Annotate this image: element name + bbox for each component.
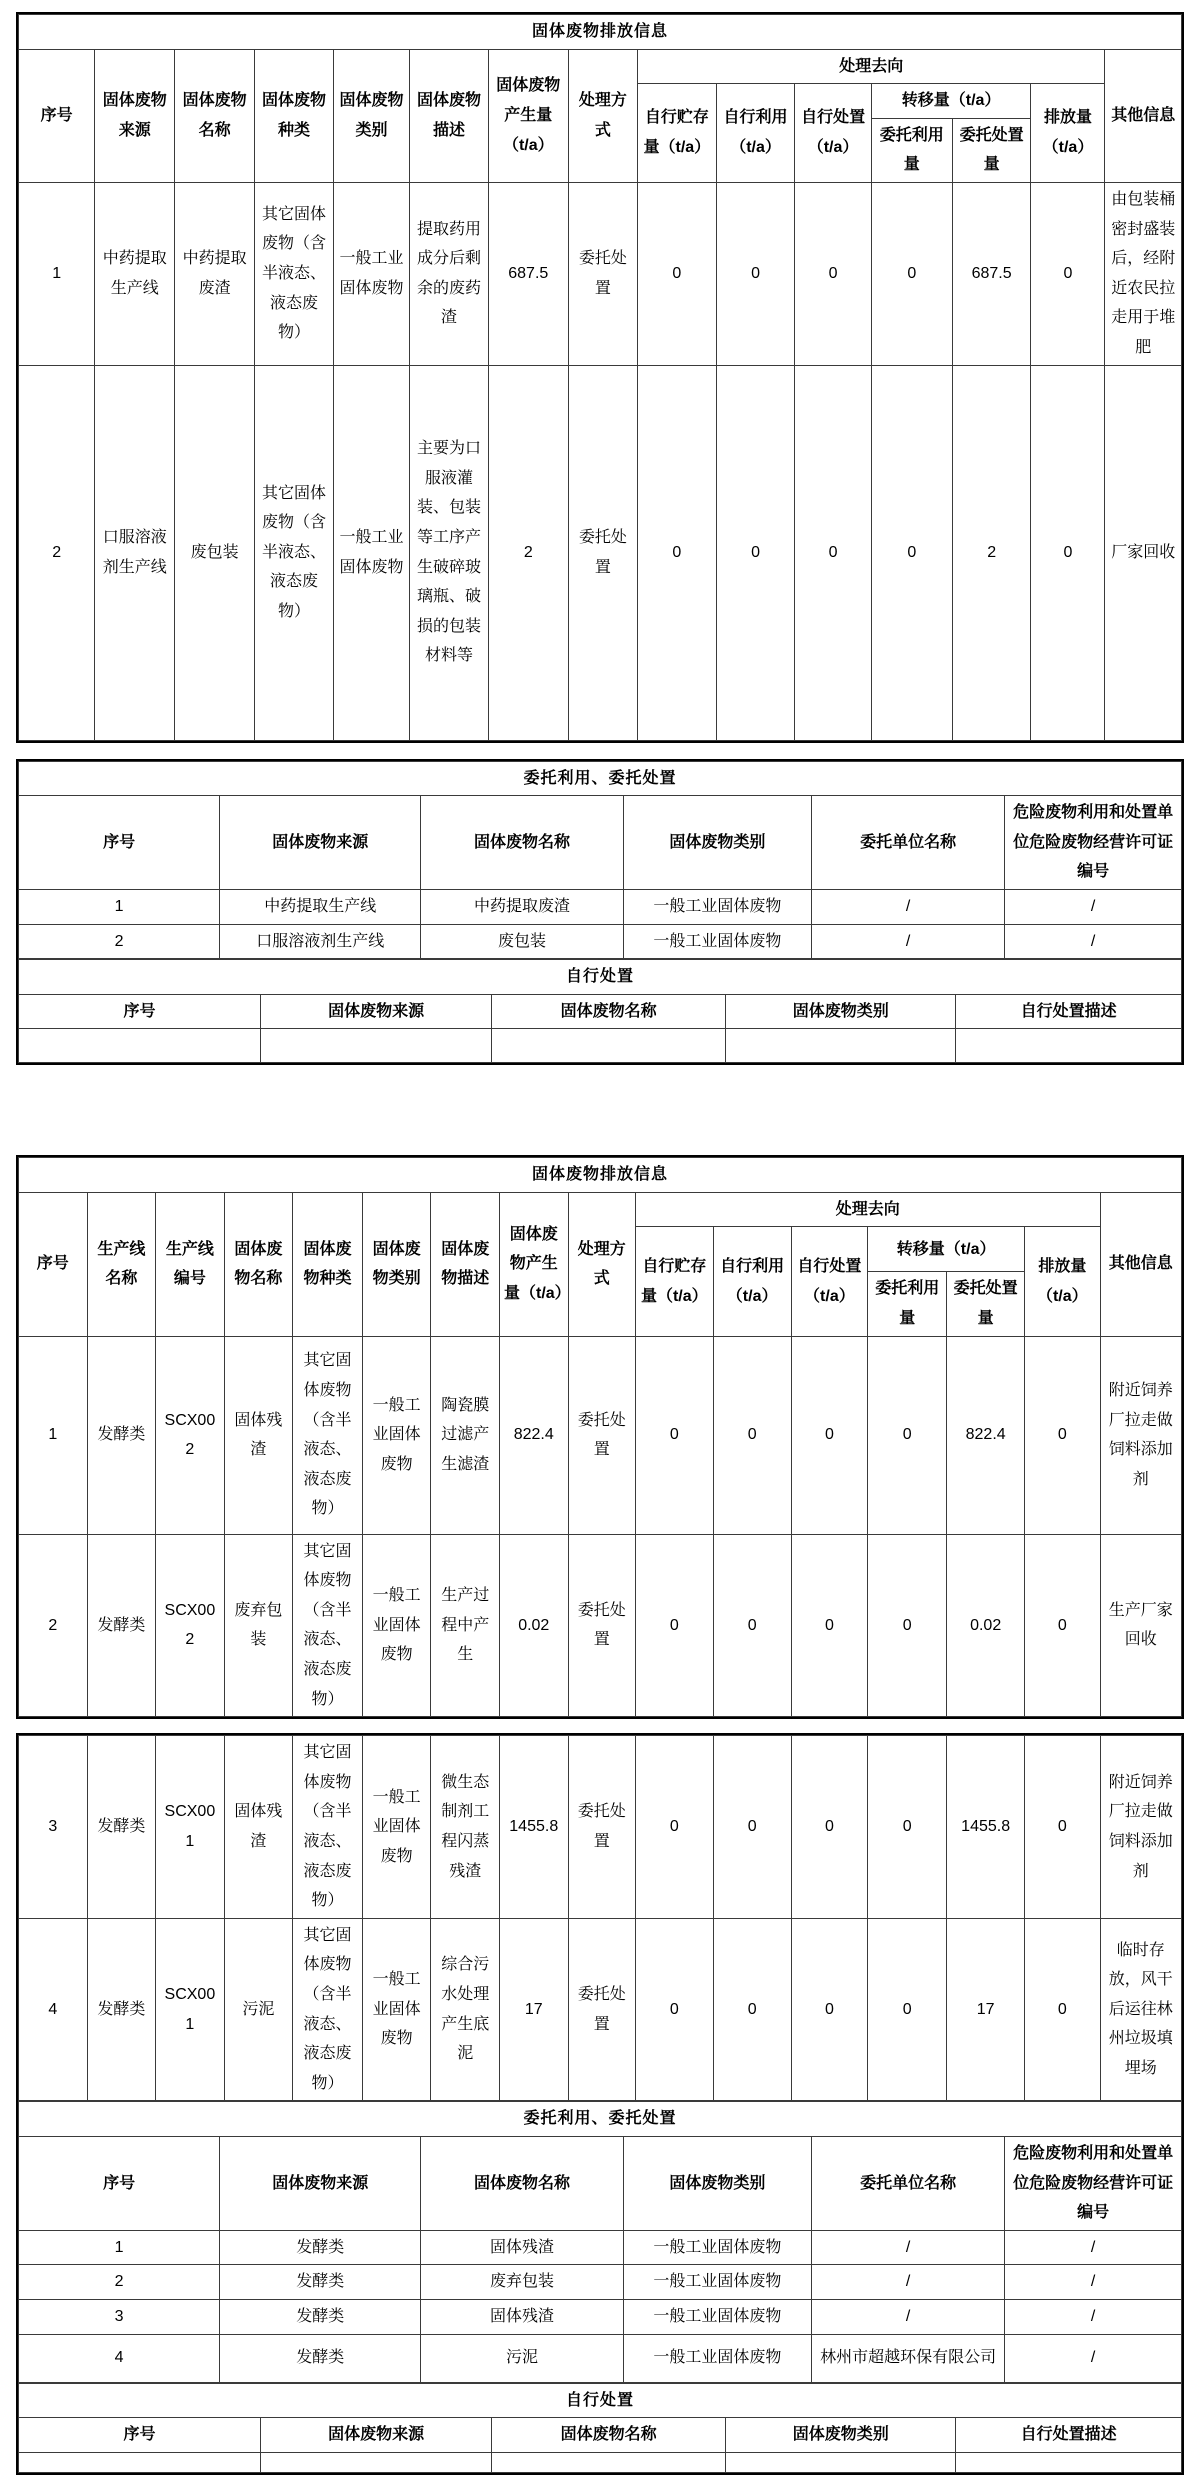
data-cell: 中药提取废渣	[421, 889, 623, 924]
section-title-row	[19, 2102, 1182, 2137]
data-cell: 发酵类	[87, 1918, 156, 2101]
data-cell: 废包装	[175, 365, 255, 740]
data-cell: 17	[499, 1918, 568, 2101]
data-cell: 一般工业固体废物	[362, 1736, 431, 1919]
data-cell: 委托处置	[568, 365, 637, 740]
data-cell: 1	[19, 182, 95, 365]
header-cell: 自行利用（t/a）	[713, 1227, 791, 1336]
header-cell: 固体废物类别	[726, 994, 956, 1029]
header-cell: 危险废物利用和处置单位危险废物经营许可证编号	[1005, 2136, 1182, 2230]
data-cell: 发酵类	[220, 2230, 421, 2265]
table-row	[19, 182, 1182, 365]
entrust-self-disposal-block-1	[16, 759, 1184, 1066]
data-cell: /	[1005, 2230, 1182, 2265]
data-cell: 0	[638, 365, 717, 740]
data-cell: /	[1005, 889, 1182, 924]
data-cell: 生产过程中产生	[431, 1534, 500, 1717]
header-row	[19, 2418, 1182, 2453]
empty-cell	[19, 2452, 261, 2472]
section-title: 委托利用、委托处置	[19, 2102, 1182, 2137]
section-title-row	[19, 2383, 1182, 2418]
header-cell: 委托处置量	[952, 118, 1031, 182]
data-cell: 一般工业固体废物	[362, 1336, 431, 1534]
data-cell: 0	[713, 1534, 791, 1717]
header-cell: 生产线编号	[156, 1192, 225, 1336]
data-cell: /	[1005, 2265, 1182, 2300]
header-group-transfer: 转移量（t/a）	[868, 1227, 1025, 1272]
header-cell: 固体废物名称	[175, 49, 255, 182]
header-cell: 委托处置量	[947, 1272, 1025, 1336]
data-cell: 发酵类	[87, 1534, 156, 1717]
header-row	[19, 994, 1182, 1029]
header-cell: 自行贮存量（t/a）	[638, 84, 717, 183]
table-row	[19, 889, 1182, 924]
header-cell: 固体废物名称	[421, 796, 623, 890]
header-group-transfer: 转移量（t/a）	[871, 84, 1031, 119]
data-cell: 委托处置	[568, 1336, 635, 1534]
data-cell: 0	[871, 182, 952, 365]
data-cell: 附近饲养厂拉走做饲料添加剂	[1100, 1736, 1181, 1919]
header-cell: 自行处置（t/a）	[795, 84, 871, 183]
data-cell: 发酵类	[220, 2334, 421, 2382]
header-cell: 排放量（t/a）	[1031, 84, 1105, 183]
data-cell: 临时存放，风干后运往林州垃圾填埋场	[1100, 1918, 1181, 2101]
header-cell: 自行处置（t/a）	[791, 1227, 868, 1336]
header-cell: 固体废物名称	[224, 1192, 293, 1336]
header-cell: 固体废物来源	[260, 994, 491, 1029]
data-cell: 0	[1025, 1336, 1101, 1534]
data-cell: 中药提取生产线	[95, 182, 175, 365]
data-cell: 1	[19, 2230, 220, 2265]
data-cell: 生产厂家回收	[1100, 1534, 1181, 1717]
data-cell: SCX002	[156, 1534, 225, 1717]
header-cell: 固体废物来源	[220, 2136, 421, 2230]
header-cell: 序号	[19, 49, 95, 182]
data-cell: /	[812, 924, 1005, 959]
table-row	[19, 2334, 1182, 2382]
header-cell: 固体废物描述	[431, 1192, 500, 1336]
data-cell: 0	[868, 1534, 947, 1717]
emission-table-2-rows	[18, 1735, 1182, 2101]
header-cell: 固体废物类别	[623, 2136, 811, 2230]
data-cell: /	[1005, 2299, 1182, 2334]
data-cell: 固体残渣	[421, 2299, 623, 2334]
data-cell: 中药提取废渣	[175, 182, 255, 365]
solid-waste-emission-table-2-continued	[16, 1733, 1184, 2474]
header-cell: 序号	[19, 1192, 88, 1336]
data-cell: /	[812, 2265, 1005, 2300]
empty-row	[19, 2452, 1182, 2472]
data-cell: 2	[952, 365, 1031, 740]
header-row	[19, 2136, 1182, 2230]
header-cell: 固体废物名称	[421, 2136, 623, 2230]
data-cell: 发酵类	[87, 1736, 156, 1919]
header-cell: 固体废物名称	[492, 994, 726, 1029]
entrust-table-1	[18, 761, 1182, 960]
data-cell: 一般工业固体废物	[623, 2334, 811, 2382]
header-cell: 处理方式	[568, 49, 637, 182]
table-title-row	[19, 1158, 1182, 1193]
data-cell: /	[1005, 2334, 1182, 2382]
data-cell: 其它固体废物（含半液态、液态废物）	[293, 1336, 363, 1534]
data-cell: 2	[19, 365, 95, 740]
data-cell: 0	[1031, 365, 1105, 740]
empty-cell	[726, 1029, 956, 1063]
data-cell: 一般工业固体废物	[362, 1918, 431, 2101]
data-cell: 其它固体废物（含半液态、液态废物）	[255, 365, 334, 740]
data-cell: 提取药用成分后剩余的废药渣	[410, 182, 489, 365]
header-cell: 固体废物名称	[492, 2418, 726, 2453]
header-cell: 序号	[19, 994, 261, 1029]
data-cell: 0	[795, 365, 871, 740]
empty-cell	[956, 2452, 1182, 2472]
header-cell: 固体废物类别	[362, 1192, 431, 1336]
header-row	[19, 1192, 1182, 1227]
data-cell: 0	[1031, 182, 1105, 365]
header-cell: 固体废物产生量（t/a）	[488, 49, 568, 182]
data-cell: 发酵类	[87, 1336, 156, 1534]
data-cell: 2	[488, 365, 568, 740]
self-disposal-table-1	[18, 959, 1182, 1063]
data-cell: 林州市超越环保有限公司	[812, 2334, 1005, 2382]
data-cell: 0	[638, 182, 717, 365]
data-cell: 污泥	[421, 2334, 623, 2382]
data-cell: 687.5	[952, 182, 1031, 365]
data-cell: 0	[635, 1736, 713, 1919]
empty-cell	[726, 2452, 956, 2472]
data-cell: 4	[19, 1918, 88, 2101]
header-cell: 固体废物来源	[95, 49, 175, 182]
header-cell: 排放量（t/a）	[1025, 1227, 1101, 1336]
table-row	[19, 1336, 1182, 1534]
data-cell: 0	[868, 1736, 947, 1919]
data-cell: 委托处置	[568, 1736, 635, 1919]
data-cell: 发酵类	[220, 2265, 421, 2300]
data-cell: 17	[947, 1918, 1025, 2101]
entrust-table-2	[18, 2101, 1182, 2382]
header-row	[19, 796, 1182, 890]
data-cell: 委托处置	[568, 1534, 635, 1717]
data-cell: 一般工业固体废物	[623, 2299, 811, 2334]
data-cell: 1	[19, 889, 220, 924]
table-title: 固体废物排放信息	[19, 1158, 1182, 1193]
header-cell: 其他信息	[1100, 1192, 1181, 1336]
data-cell: 0	[791, 1918, 868, 2101]
data-cell: 一般工业固体废物	[333, 365, 409, 740]
header-cell: 固体废物描述	[410, 49, 489, 182]
header-cell: 生产线名称	[87, 1192, 156, 1336]
data-cell: 0	[635, 1336, 713, 1534]
header-cell: 自行处置描述	[956, 2418, 1182, 2453]
table-row	[19, 2299, 1182, 2334]
header-cell: 处理方式	[568, 1192, 635, 1336]
table-row	[19, 1534, 1182, 1717]
data-cell: 废弃包装	[224, 1534, 293, 1717]
data-cell: 0	[795, 182, 871, 365]
data-cell: 0	[791, 1336, 868, 1534]
self-disposal-table-2	[18, 2383, 1182, 2473]
data-cell: 主要为口服液灌装、包装等工序产生破碎玻璃瓶、破损的包装材料等	[410, 365, 489, 740]
table-row	[19, 1736, 1182, 1919]
header-cell: 序号	[19, 796, 220, 890]
data-cell: 0.02	[499, 1534, 568, 1717]
empty-cell	[956, 1029, 1182, 1063]
data-cell: 1455.8	[947, 1736, 1025, 1919]
section-title-row	[19, 960, 1182, 995]
data-cell: 0	[1025, 1736, 1101, 1919]
data-cell: 3	[19, 1736, 88, 1919]
emission-table-1	[18, 14, 1182, 741]
header-cell: 序号	[19, 2418, 261, 2453]
data-cell: 0	[635, 1534, 713, 1717]
empty-row	[19, 1029, 1182, 1063]
data-cell: 附近饲养厂拉走做饲料添加剂	[1100, 1336, 1181, 1534]
data-cell: 微生态制剂工程闪蒸残渣	[431, 1736, 500, 1919]
header-cell: 固体废物种类	[293, 1192, 363, 1336]
data-cell: 其它固体废物（含半液态、液态废物）	[293, 1534, 363, 1717]
data-cell: 发酵类	[220, 2299, 421, 2334]
data-cell: 0	[1025, 1534, 1101, 1717]
data-cell: 2	[19, 2265, 220, 2300]
header-group-direction: 处理去向	[635, 1192, 1100, 1227]
data-cell: 其它固体废物（含半液态、液态废物）	[255, 182, 334, 365]
empty-cell	[260, 2452, 491, 2472]
empty-cell	[19, 1029, 261, 1063]
data-cell: 822.4	[947, 1336, 1025, 1534]
data-cell: SCX002	[156, 1336, 225, 1534]
data-cell: 其它固体废物（含半液态、液态废物）	[293, 1736, 363, 1919]
data-cell: 0	[791, 1534, 868, 1717]
data-cell: 687.5	[488, 182, 568, 365]
data-cell: 2	[19, 924, 220, 959]
header-cell: 固体废物来源	[260, 2418, 491, 2453]
header-cell: 其他信息	[1105, 49, 1182, 182]
data-cell: 0	[713, 1336, 791, 1534]
header-cell: 委托单位名称	[812, 796, 1005, 890]
data-cell: 0	[635, 1918, 713, 2101]
data-cell: 0	[716, 365, 795, 740]
data-cell: 一般工业固体废物	[623, 889, 811, 924]
header-cell: 自行贮存量（t/a）	[635, 1227, 713, 1336]
header-cell: 固体废物种类	[255, 49, 334, 182]
section-title: 自行处置	[19, 2383, 1182, 2418]
table-title-row	[19, 15, 1182, 50]
data-cell: 2	[19, 1534, 88, 1717]
header-cell: 危险废物利用和处置单位危险废物经营许可证编号	[1005, 796, 1182, 890]
section-title: 自行处置	[19, 960, 1182, 995]
header-cell: 固体废物类别	[623, 796, 811, 890]
data-cell: 0	[868, 1918, 947, 2101]
section-title-row	[19, 761, 1182, 796]
data-cell: 固体残渣	[224, 1336, 293, 1534]
solid-waste-emission-table-2	[16, 1155, 1184, 1719]
header-cell: 自行处置描述	[956, 994, 1182, 1029]
data-cell: /	[812, 889, 1005, 924]
emission-table-2	[18, 1157, 1182, 1717]
data-cell: 1455.8	[499, 1736, 568, 1919]
data-cell: SCX001	[156, 1918, 225, 2101]
data-cell: 委托处置	[568, 1918, 635, 2101]
data-cell: 口服溶液剂生产线	[220, 924, 421, 959]
data-cell: 0	[1025, 1918, 1101, 2101]
section-title: 委托利用、委托处置	[19, 761, 1182, 796]
empty-cell	[492, 1029, 726, 1063]
data-cell: 3	[19, 2299, 220, 2334]
data-cell: 0	[791, 1736, 868, 1919]
data-cell: SCX001	[156, 1736, 225, 1919]
table-row	[19, 924, 1182, 959]
header-row	[19, 49, 1182, 84]
header-cell: 固体废物产生量（t/a）	[499, 1192, 568, 1336]
data-cell: 4	[19, 2334, 220, 2382]
data-cell: 一般工业固体废物	[362, 1534, 431, 1717]
header-cell: 固体废物类别	[726, 2418, 956, 2453]
data-cell: /	[812, 2230, 1005, 2265]
data-cell: 一般工业固体废物	[333, 182, 409, 365]
data-cell: /	[812, 2299, 1005, 2334]
solid-waste-emission-table-1	[16, 12, 1184, 743]
data-cell: 废包装	[421, 924, 623, 959]
header-cell: 固体废物类别	[333, 49, 409, 182]
data-cell: 0.02	[947, 1534, 1025, 1717]
data-cell: 废弃包装	[421, 2265, 623, 2300]
empty-cell	[492, 2452, 726, 2472]
data-cell: 0	[716, 182, 795, 365]
data-cell: 固体残渣	[224, 1736, 293, 1919]
data-cell: 污泥	[224, 1918, 293, 2101]
data-cell: /	[1005, 924, 1182, 959]
data-cell: 一般工业固体废物	[623, 924, 811, 959]
data-cell: 陶瓷膜过滤产生滤渣	[431, 1336, 500, 1534]
table-row	[19, 1918, 1182, 2101]
data-cell: 0	[713, 1918, 791, 2101]
data-cell: 口服溶液剂生产线	[95, 365, 175, 740]
data-cell: 一般工业固体废物	[623, 2265, 811, 2300]
table-row	[19, 2265, 1182, 2300]
header-cell: 序号	[19, 2136, 220, 2230]
data-cell: 0	[871, 365, 952, 740]
data-cell: 厂家回收	[1105, 365, 1182, 740]
header-group-direction: 处理去向	[638, 49, 1105, 84]
data-cell: 1	[19, 1336, 88, 1534]
header-cell: 固体废物来源	[220, 796, 421, 890]
data-cell: 中药提取生产线	[220, 889, 421, 924]
table-row	[19, 2230, 1182, 2265]
header-cell: 委托单位名称	[812, 2136, 1005, 2230]
data-cell: 综合污水处理产生底泥	[431, 1918, 500, 2101]
header-cell: 自行利用（t/a）	[716, 84, 795, 183]
data-cell: 委托处置	[568, 182, 637, 365]
data-cell: 0	[713, 1736, 791, 1919]
data-cell: 固体残渣	[421, 2230, 623, 2265]
data-cell: 822.4	[499, 1336, 568, 1534]
data-cell: 其它固体废物（含半液态、液态废物）	[293, 1918, 363, 2101]
header-cell: 委托利用量	[871, 118, 952, 182]
header-cell: 委托利用量	[868, 1272, 947, 1336]
table-title: 固体废物排放信息	[19, 15, 1182, 50]
table-row	[19, 365, 1182, 740]
empty-cell	[260, 1029, 491, 1063]
data-cell: 0	[868, 1336, 947, 1534]
data-cell: 一般工业固体废物	[623, 2230, 811, 2265]
data-cell: 由包装桶密封盛装后，经附近农民拉走用于堆肥	[1105, 182, 1182, 365]
